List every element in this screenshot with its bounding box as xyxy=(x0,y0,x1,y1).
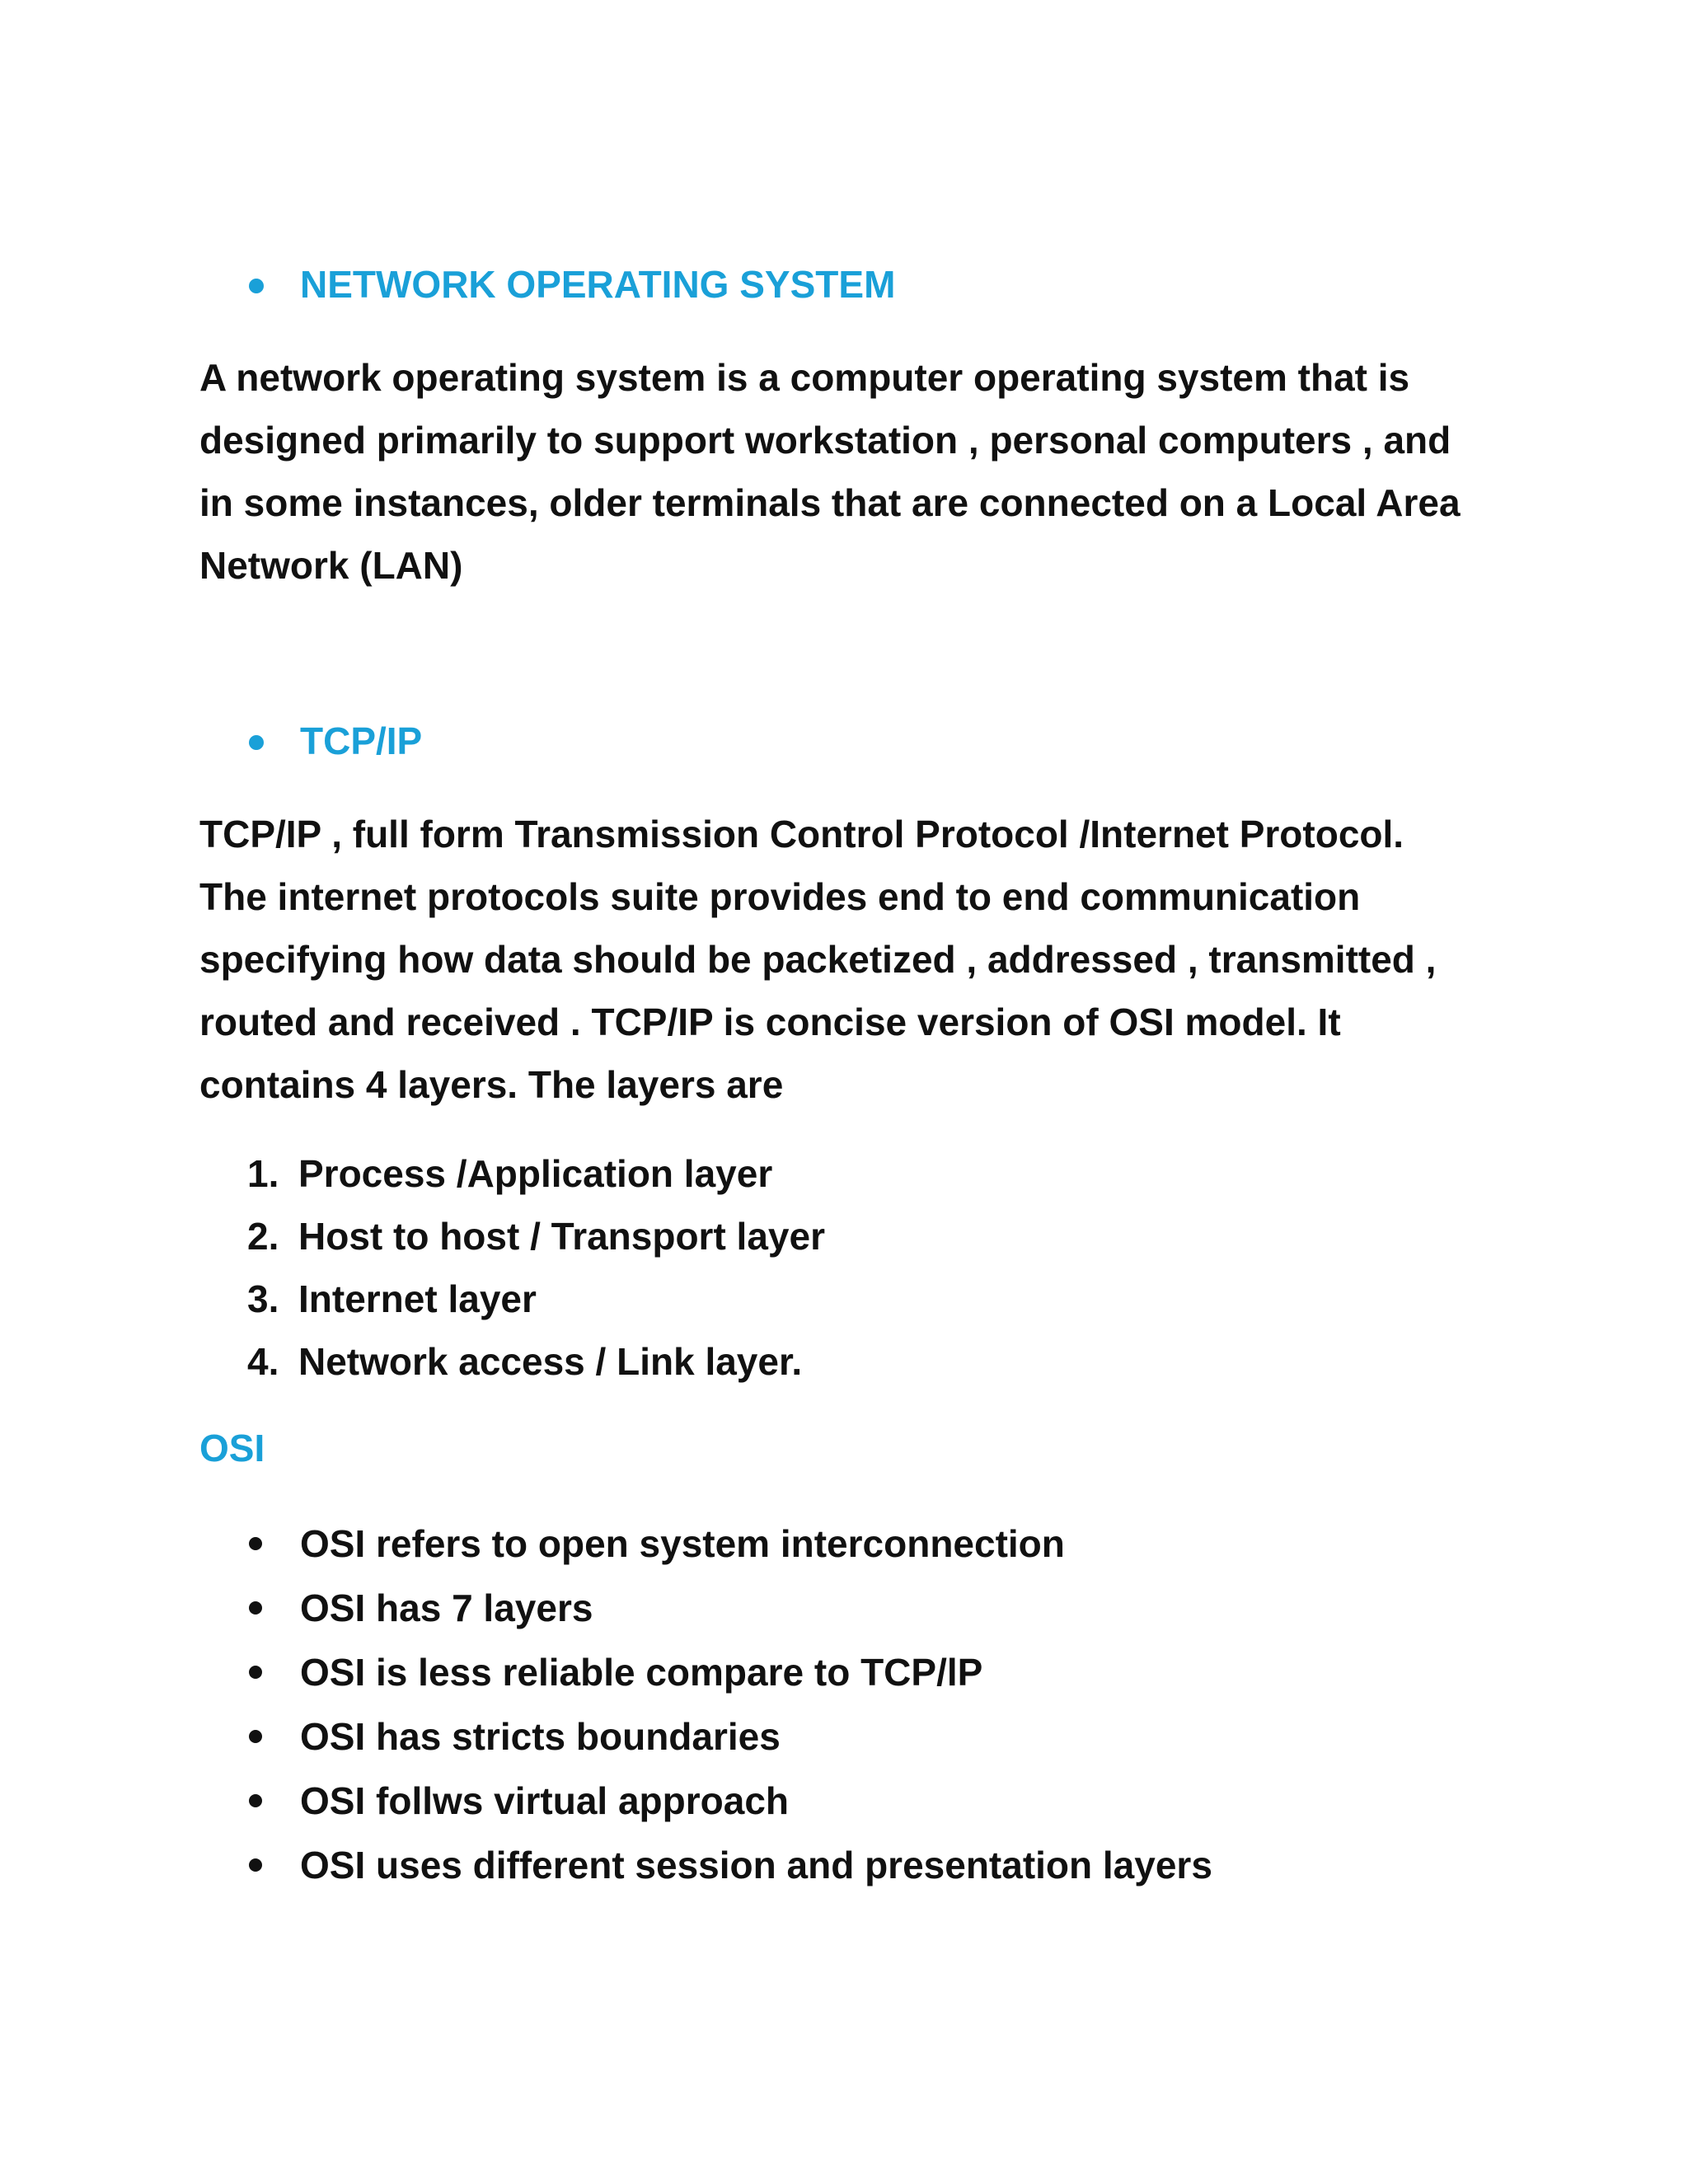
tcpip-line: The internet protocols suite provides end to end communication xyxy=(199,875,1361,918)
bullet-icon xyxy=(249,279,264,293)
bullet-icon xyxy=(249,1794,262,1807)
list-item-text: Internet layer xyxy=(298,1277,537,1320)
list-number: 2. xyxy=(247,1215,279,1258)
bullet-icon xyxy=(249,735,264,750)
list-item xyxy=(249,1769,1212,1833)
list-item xyxy=(249,1576,1212,1640)
list-item-text: Network access / Link layer. xyxy=(298,1340,803,1383)
bullet-icon xyxy=(249,1601,262,1615)
list-item-text: OSI has 7 layers xyxy=(300,1586,593,1629)
list-number: 4. xyxy=(247,1340,279,1383)
list-item-text: OSI has stricts boundaries xyxy=(300,1715,781,1758)
tcpip-layers-list xyxy=(247,1142,825,1393)
tcpip-line: specifying how data should be packetized , addressed , transmitted , xyxy=(199,938,1437,981)
list-item xyxy=(249,1833,1212,1897)
tcpip-paragraph xyxy=(199,803,1485,1116)
list-number: 1. xyxy=(247,1152,279,1195)
osi-points-list xyxy=(249,1511,1212,1897)
list-item xyxy=(247,1205,825,1268)
nos-heading xyxy=(249,262,895,307)
nos-heading-text: NETWORK OPERATING SYSTEM xyxy=(300,263,896,306)
nos-line: A network operating system is a computer operating system that is xyxy=(199,356,1410,399)
list-item-text: Host to host / Transport layer xyxy=(298,1215,825,1258)
list-item xyxy=(249,1640,1212,1704)
list-item-text: OSI uses different session and presentation layers xyxy=(300,1844,1212,1886)
nos-line: in some instances, older terminals that are connected on a Local Area xyxy=(199,481,1461,524)
tcpip-line: TCP/IP , full form Transmission Control Protocol /Internet Protocol. xyxy=(199,813,1404,855)
list-item xyxy=(249,1704,1212,1769)
list-item xyxy=(247,1330,825,1393)
tcpip-line: contains 4 layers. The layers are xyxy=(199,1063,784,1106)
list-item-text: OSI is less reliable compare to TCP/lP xyxy=(300,1651,983,1694)
tcpip-heading xyxy=(249,719,422,763)
list-item-text: OSI follws virtual approach xyxy=(300,1779,790,1822)
list-item xyxy=(249,1511,1212,1576)
nos-line: Network (LAN) xyxy=(199,544,463,587)
list-item-text: OSI refers to open system interconnection xyxy=(300,1522,1065,1565)
list-item xyxy=(247,1268,825,1330)
bullet-icon xyxy=(249,1537,262,1550)
list-item-text: Process /Application layer xyxy=(298,1152,773,1195)
tcpip-heading-text: TCP/IP xyxy=(300,719,423,762)
nos-paragraph xyxy=(199,346,1485,597)
bullet-icon xyxy=(249,1858,262,1872)
nos-line: designed primarily to support workstation , personal computers , and xyxy=(199,419,1451,462)
list-item xyxy=(247,1142,825,1205)
list-number: 3. xyxy=(247,1277,279,1320)
bullet-icon xyxy=(249,1666,262,1679)
tcpip-line: routed and received . TCP/IP is concise version of OSI model. It xyxy=(199,1001,1341,1043)
osi-heading: OSI xyxy=(199,1427,265,1469)
bullet-icon xyxy=(249,1730,262,1743)
